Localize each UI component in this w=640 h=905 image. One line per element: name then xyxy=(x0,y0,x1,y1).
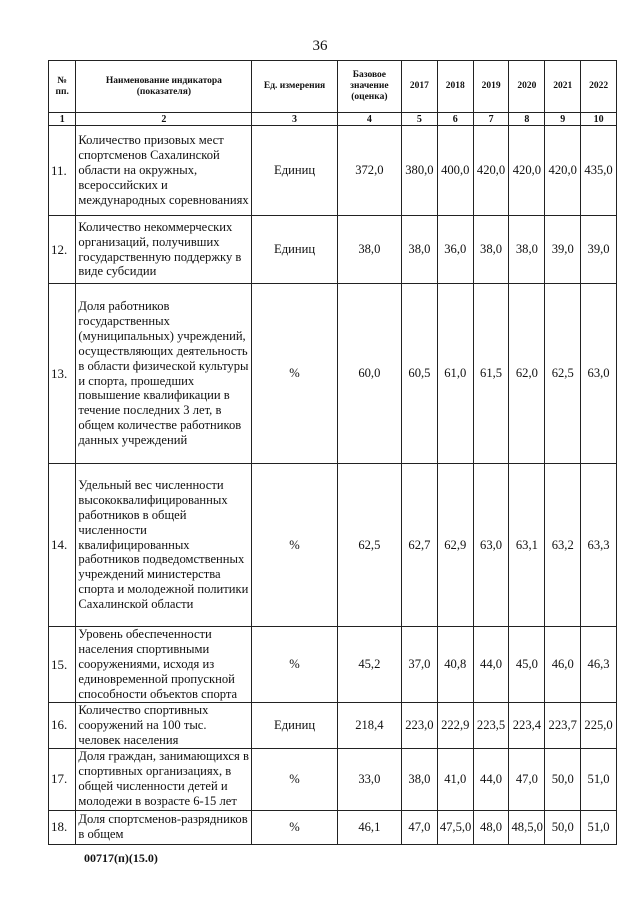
unit-of-measure: % xyxy=(252,284,337,464)
indicator-value: 38,0 xyxy=(402,748,438,810)
indicator-name: Доля работников государственных (муниципальных) учреждений, осуществляющих деятельность в области физической культуры и спорта, прошедших повышение квалификации в течение последних 3 лет, в общем количестве работников данных учреждений xyxy=(76,284,252,464)
indicator-value: 36,0 xyxy=(437,216,473,284)
indicator-value: 400,0 xyxy=(437,126,473,216)
indicator-value: 435,0 xyxy=(581,126,617,216)
indicator-value: 50,0 xyxy=(545,810,581,844)
unit-of-measure: Единиц xyxy=(252,216,337,284)
indicator-value: 420,0 xyxy=(509,126,545,216)
header-2017: 2017 xyxy=(402,61,438,113)
indicator-value: 223,7 xyxy=(545,703,581,749)
indicator-value: 63,3 xyxy=(581,464,617,627)
header-unit: Ед. измерения xyxy=(252,61,337,113)
indicator-value: 47,0 xyxy=(402,810,438,844)
indicator-value: 39,0 xyxy=(545,216,581,284)
header-2018: 2018 xyxy=(437,61,473,113)
indicator-value: 37,0 xyxy=(402,627,438,703)
indicator-value: 45,2 xyxy=(337,627,401,703)
indicator-value: 38,0 xyxy=(337,216,401,284)
unit-of-measure: % xyxy=(252,810,337,844)
indicator-name: Количество спортивных сооружений на 100 тыс. человек населения xyxy=(76,703,252,749)
indicator-value: 223,0 xyxy=(402,703,438,749)
column-number: 2 xyxy=(76,113,252,126)
indicator-value: 420,0 xyxy=(545,126,581,216)
indicator-value: 62,0 xyxy=(509,284,545,464)
footer-code: 00717(п)(15.0) xyxy=(84,851,158,865)
indicator-value: 60,5 xyxy=(402,284,438,464)
indicator-value: 62,5 xyxy=(545,284,581,464)
row-number: 14. xyxy=(49,464,76,627)
indicator-value: 47,5,0 xyxy=(437,810,473,844)
indicator-value: 40,8 xyxy=(437,627,473,703)
unit-of-measure: % xyxy=(252,748,337,810)
table-row xyxy=(49,126,617,216)
indicator-name: Уровень обеспеченности населения спортивными сооружениями, исходя из единовременной пропускной способности объектов спорта xyxy=(76,627,252,703)
indicator-value: 63,0 xyxy=(473,464,509,627)
indicator-value: 222,9 xyxy=(437,703,473,749)
table-row xyxy=(49,748,617,810)
indicator-value: 41,0 xyxy=(437,748,473,810)
column-number: 7 xyxy=(473,113,509,126)
table-row xyxy=(49,464,617,627)
indicator-value: 38,0 xyxy=(402,216,438,284)
indicator-value: 44,0 xyxy=(473,627,509,703)
row-number: 12. xyxy=(49,216,76,284)
column-number: 10 xyxy=(581,113,617,126)
column-number: 4 xyxy=(337,113,401,126)
row-number: 13. xyxy=(49,284,76,464)
indicator-value: 62,9 xyxy=(437,464,473,627)
indicator-value: 51,0 xyxy=(581,810,617,844)
header-2020: 2020 xyxy=(509,61,545,113)
indicator-name: Количество некоммерческих организаций, получивших государственную поддержку в виде субсидии xyxy=(76,216,252,284)
row-number: 11. xyxy=(49,126,76,216)
indicator-name: Количество призовых мест спортсменов Сахалинской области на окружных, всероссийских и международных соревнованиях xyxy=(76,126,252,216)
indicator-name: Удельный вес численности высококвалифицированных работников в общей численности квалифицированных работников подведомственных учреждений министерства спорта и молодежной политики Сахалинской области xyxy=(76,464,252,627)
indicator-value: 45,0 xyxy=(509,627,545,703)
table-row xyxy=(49,810,617,844)
indicator-value: 39,0 xyxy=(581,216,617,284)
table-row xyxy=(49,216,617,284)
column-number: 3 xyxy=(252,113,337,126)
unit-of-measure: Единиц xyxy=(252,126,337,216)
indicator-value: 218,4 xyxy=(337,703,401,749)
header-base: Базовое значение (оценка) xyxy=(337,61,401,113)
table-body xyxy=(49,126,617,845)
indicator-value: 48,0 xyxy=(473,810,509,844)
indicator-value: 420,0 xyxy=(473,126,509,216)
indicator-value: 50,0 xyxy=(545,748,581,810)
table-header-row xyxy=(49,61,617,113)
column-number: 9 xyxy=(545,113,581,126)
unit-of-measure: % xyxy=(252,464,337,627)
indicator-value: 61,0 xyxy=(437,284,473,464)
page-number: 36 xyxy=(312,38,328,54)
indicator-value: 61,5 xyxy=(473,284,509,464)
indicator-value: 63,0 xyxy=(581,284,617,464)
table-row xyxy=(49,627,617,703)
indicator-value: 380,0 xyxy=(402,126,438,216)
row-number: 18. xyxy=(49,810,76,844)
indicator-value: 46,3 xyxy=(581,627,617,703)
indicator-name: Доля граждан, занимающихся в спортивных организациях, в общей численности детей и молодежи в возрасте 6-15 лет xyxy=(76,748,252,810)
indicator-value: 46,1 xyxy=(337,810,401,844)
unit-of-measure: % xyxy=(252,627,337,703)
indicator-value: 62,5 xyxy=(337,464,401,627)
header-2022: 2022 xyxy=(581,61,617,113)
indicator-value: 372,0 xyxy=(337,126,401,216)
indicator-value: 225,0 xyxy=(581,703,617,749)
row-number: 17. xyxy=(49,748,76,810)
column-number-row xyxy=(49,113,617,126)
column-number: 5 xyxy=(402,113,438,126)
column-number: 1 xyxy=(49,113,76,126)
header-2021: 2021 xyxy=(545,61,581,113)
indicator-value: 223,4 xyxy=(509,703,545,749)
indicator-value: 223,5 xyxy=(473,703,509,749)
indicator-value: 33,0 xyxy=(337,748,401,810)
unit-of-measure: Единиц xyxy=(252,703,337,749)
column-number: 8 xyxy=(509,113,545,126)
indicator-value: 44,0 xyxy=(473,748,509,810)
indicator-value: 46,0 xyxy=(545,627,581,703)
indicator-value: 63,2 xyxy=(545,464,581,627)
header-name: Наименование индикатора (показателя) xyxy=(76,61,252,113)
indicator-value: 63,1 xyxy=(509,464,545,627)
table-row xyxy=(49,703,617,749)
indicator-value: 51,0 xyxy=(581,748,617,810)
indicator-value: 60,0 xyxy=(337,284,401,464)
table-row xyxy=(49,284,617,464)
indicator-value: 38,0 xyxy=(473,216,509,284)
header-num: № пп. xyxy=(49,61,76,113)
indicator-value: 38,0 xyxy=(509,216,545,284)
indicators-table xyxy=(48,60,617,845)
indicator-value: 47,0 xyxy=(509,748,545,810)
column-number: 6 xyxy=(437,113,473,126)
indicator-value: 62,7 xyxy=(402,464,438,627)
row-number: 15. xyxy=(49,627,76,703)
header-2019: 2019 xyxy=(473,61,509,113)
indicator-name: Доля спортсменов-разрядников в общем xyxy=(76,810,252,844)
row-number: 16. xyxy=(49,703,76,749)
indicator-value: 48,5,0 xyxy=(509,810,545,844)
